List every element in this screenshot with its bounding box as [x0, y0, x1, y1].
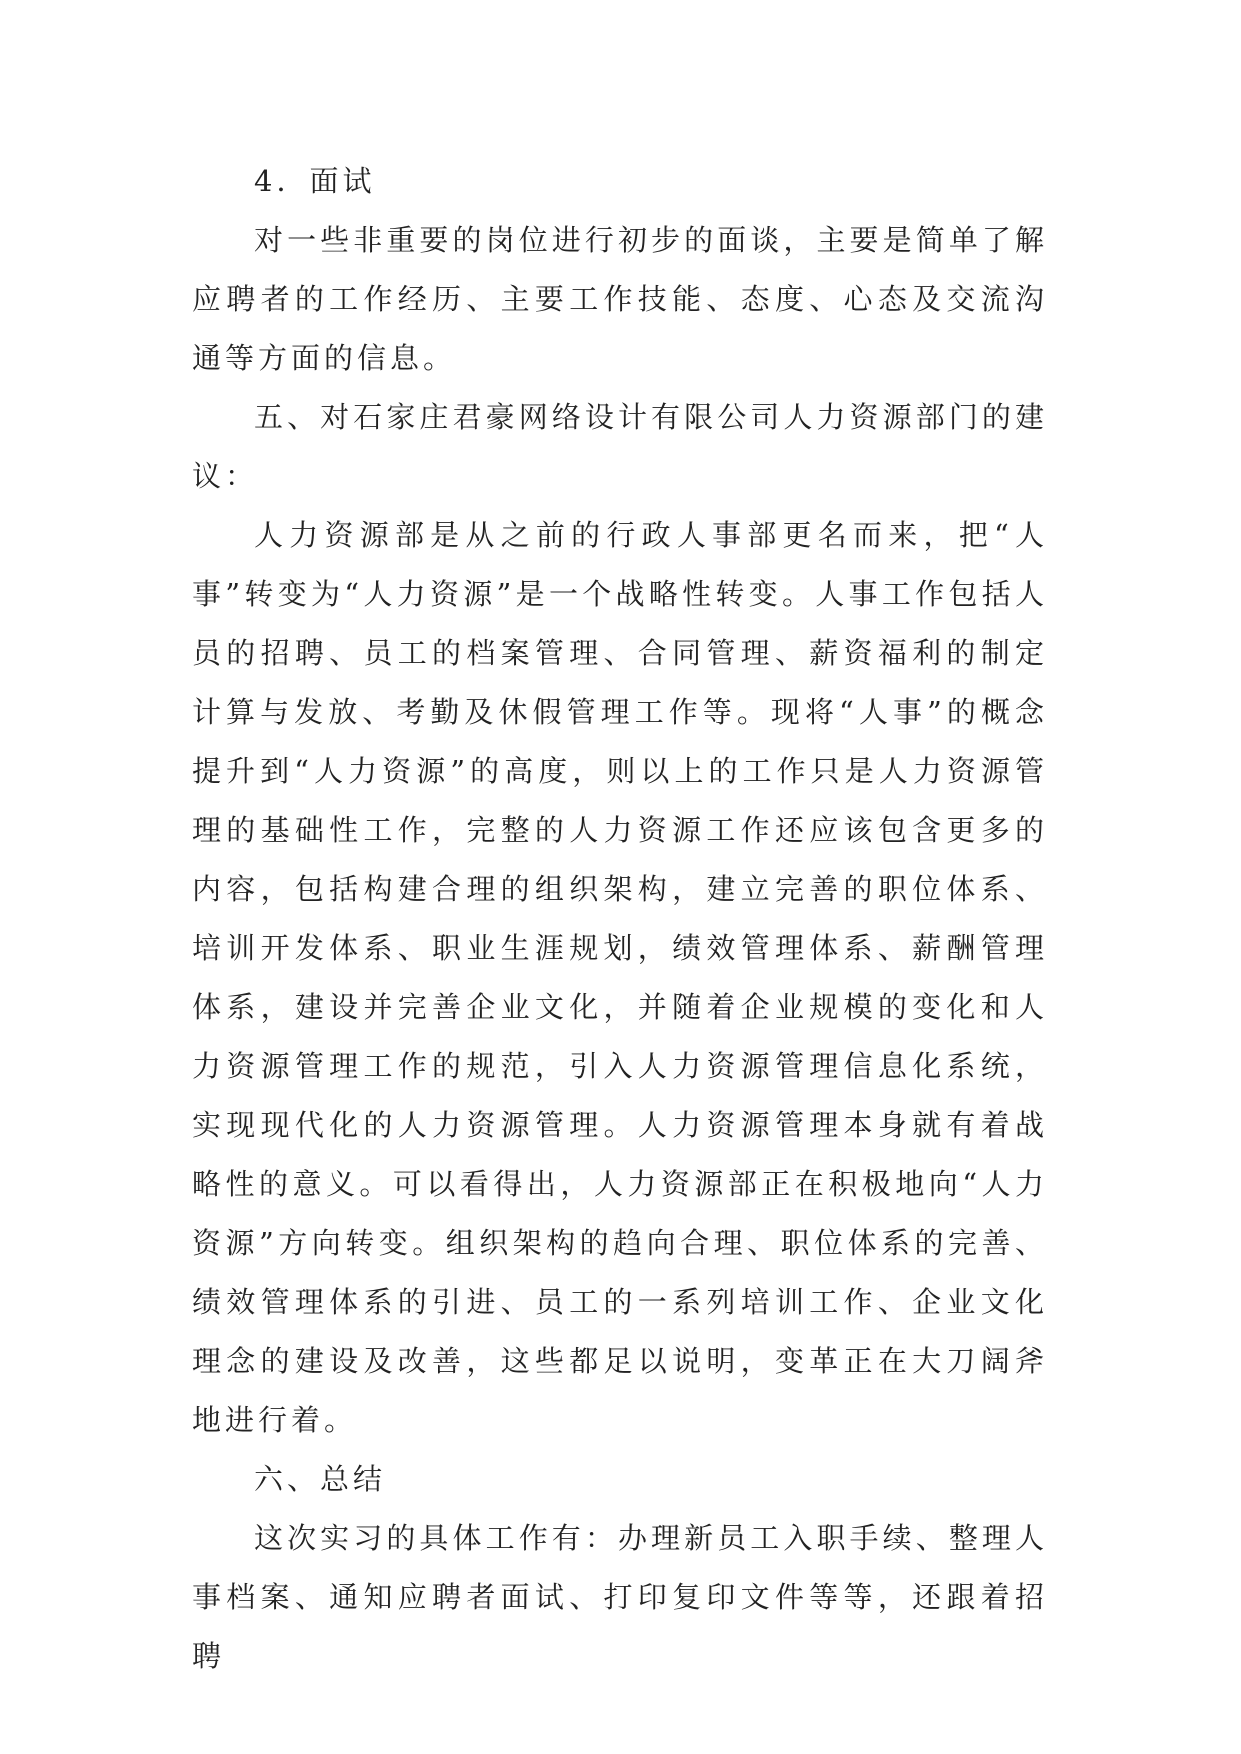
document-body [192, 152, 1048, 1686]
paragraph-suggestions: 人力资源部是从之前的行政人事部更名而来，把“人事”转变为“人力资源”是一个战略性转变。人事工作包括人员的招聘、员工的档案管理、合同管理、薪资福利的制定计算与发放、考勤及休假管理工作等。现将“人事”的概念提升到“人力资源”的高度，则以上的工作只是人力资源管理的基础性工作，完整的人力资源工作还应该包含更多的内容，包括构建合理的组织架构，建立完善的职位体系、培训开发体系、职业生涯规划，绩效管理体系、薪酬管理体系，建设并完善企业文化，并随着企业规模的变化和人力资源管理工作的规范，引入人力资源管理信息化系统，实现现代化的人力资源管理。人力资源管理本身就有着战略性的意义。可以看得出，人力资源部正在积极地向“人力资源”方向转变。组织架构的趋向合理、职位体系的完善、绩效管理体系的引进、员工的一系列培训工作、企业文化理念的建设及改善，这些都足以说明，变革正在大刀阔斧地进行着。 [192, 518, 1048, 1437]
section-heading-interview: 4．面试 [254, 164, 376, 198]
paragraph-interview: 对一些非重要的岗位进行初步的面谈，主要是简单了解应聘者的工作经历、主要工作技能、态度、心态及交流沟通等方面的信息。 [192, 223, 1048, 375]
section-heading-summary: 六、总结 [254, 1462, 387, 1496]
section-heading-suggestions: 五、对石家庄君豪网络设计有限公司人力资源部门的建议： [192, 400, 1048, 493]
paragraph-summary: 这次实习的具体工作有：办理新员工入职手续、整理人事档案、通知应聘者面试、打印复印文件等等，还跟着招聘 [192, 1521, 1048, 1673]
